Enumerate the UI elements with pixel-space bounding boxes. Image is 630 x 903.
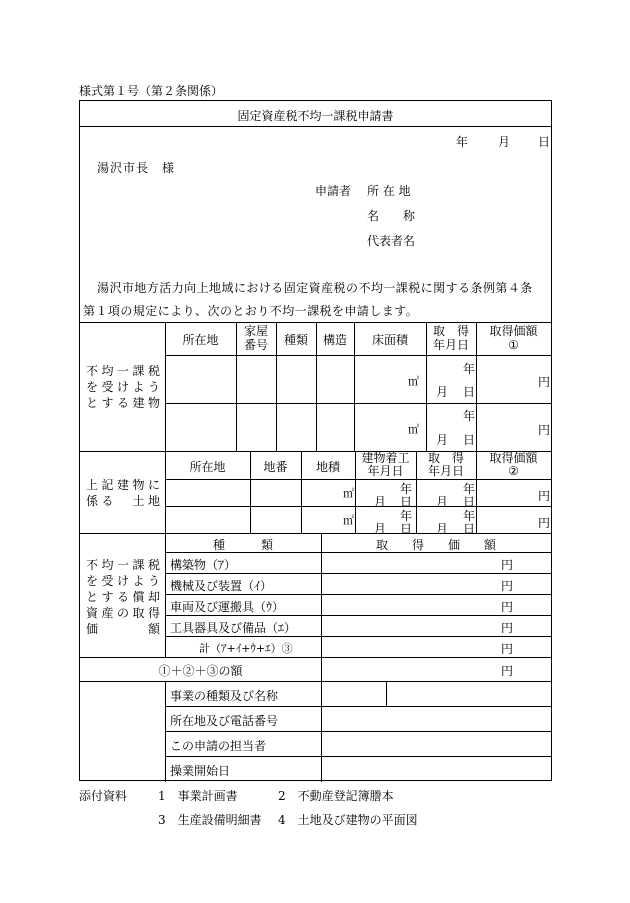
building-header-type: 種類: [283, 333, 308, 347]
building-row1-yen: 円: [538, 375, 551, 389]
business-contact-label: この申請の担当者: [170, 739, 267, 753]
land-row2-c-year: 年: [400, 509, 413, 523]
depreciable-total-label: 計（ｱ+ｲ+ｳ+ｴ）③: [199, 642, 293, 655]
land-row1-a-month: 月: [436, 495, 449, 509]
land-row2-a-day: 日: [463, 522, 476, 536]
grand-total-yen: 円: [501, 664, 514, 678]
applicant-address-label: 所 在 地: [367, 184, 411, 198]
depreciable-total-yen: 円: [501, 642, 514, 656]
depreciable-item-machinery-yen: 円: [501, 579, 514, 593]
depreciable-item-machinery: 機械及び装置（ｲ）: [170, 579, 273, 593]
land-row1-c-day: 日: [400, 495, 413, 509]
land-section-label: 上 記 建 物 に 係 る 土 地: [86, 478, 160, 508]
depreciable-item-structures: 構築物（ｱ）: [170, 558, 237, 572]
depreciable-item-vehicles-yen: 円: [501, 600, 514, 614]
attachment-item-3: 3 生産設備明細書: [158, 813, 262, 827]
land-row2-a-month: 月: [436, 522, 449, 536]
form-label: 様式第１号（第２条関係）: [79, 84, 224, 98]
land-row1-a-year: 年: [463, 482, 476, 496]
date-day: 日: [538, 135, 551, 149]
building-header-structure: 構造: [322, 333, 347, 347]
attachment-item-4: 4 土地及び建物の平面図: [278, 813, 418, 827]
building-row2-month: 月: [436, 433, 449, 447]
land-row1-area-unit: ㎡: [343, 487, 354, 500]
building-row2-area-unit: ㎡: [408, 423, 419, 436]
building-row1-year: 年: [463, 362, 476, 376]
depreciable-item-tools: 工具器具及び備品（ｴ）: [170, 621, 297, 635]
land-row1-a-day: 日: [463, 495, 476, 509]
building-row1-month: 月: [436, 385, 449, 399]
land-header-acq-date: 取 得 年月日: [427, 451, 464, 478]
applicant-name-label: 名 称: [367, 209, 416, 223]
building-header-floor-area: 床面積: [371, 333, 408, 347]
body-text-line2: 第１項の規定により、次のとおり不均一課税を申請します。: [83, 304, 419, 318]
application-form: [79, 100, 552, 781]
business-type-name-label: 事業の種類及び名称: [170, 689, 279, 703]
land-header-area: 地積: [315, 460, 340, 474]
building-header-location: 所在地: [182, 333, 219, 347]
depreciable-item-vehicles: 車両及び運搬具（ｳ）: [170, 600, 285, 614]
attachment-item-1: 1 事業計画書: [158, 789, 238, 803]
form-title: 固定資産税不均一課税申請書: [237, 109, 394, 123]
attachment-item-2: 2 不動産登記簿謄本: [278, 789, 394, 803]
business-address-phone-label: 所在地及び電話番号: [170, 714, 279, 728]
building-header-house-no: 家屋 番号: [243, 324, 268, 352]
applicant-label: 申請者: [315, 184, 352, 198]
body-text-line1: 湯沢市地方活力向上地域における固定資産税の不均一課税に関する条例第４条: [97, 281, 533, 295]
land-row2-c-month: 月: [374, 522, 387, 536]
building-row2-day: 日: [463, 433, 476, 447]
land-row2-yen: 円: [538, 516, 551, 530]
land-row2-area-unit: ㎡: [343, 514, 354, 527]
attachments-label: 添付資料: [79, 789, 128, 803]
land-header-construction-date: 建物着工 年月日: [361, 451, 410, 478]
land-row1-c-month: 月: [374, 495, 387, 509]
building-row1-area-unit: ㎡: [408, 375, 419, 388]
depreciable-item-tools-yen: 円: [501, 621, 514, 635]
building-header-acq-price: 取得価額 ①: [489, 324, 538, 352]
land-header-location: 所在地: [189, 460, 226, 474]
depreciable-header-type: 種 類: [212, 538, 273, 552]
addressee: 湯沢市長 様: [97, 161, 176, 175]
building-row2-year: 年: [463, 409, 476, 423]
land-row2-a-year: 年: [463, 509, 476, 523]
business-start-date-label: 操業開始日: [170, 764, 231, 778]
grand-total-label: ①＋②＋③の額: [158, 664, 243, 678]
land-header-lot-no: 地番: [263, 460, 288, 474]
building-header-acq-date: 取 得 年月日: [432, 324, 469, 352]
date-year: 年: [456, 135, 469, 149]
land-row2-c-day: 日: [400, 522, 413, 536]
building-row2-yen: 円: [538, 423, 551, 437]
date-month: 月: [498, 135, 511, 149]
land-row1-c-year: 年: [400, 482, 413, 496]
depreciable-header-price: 取 得 価 額: [375, 538, 496, 552]
depreciable-section-label: 不 均 一 課 税 を 受 け よ う と す る 償 却 資 産 の 取 得 価 額: [86, 558, 160, 636]
building-row1-day: 日: [463, 385, 476, 399]
land-row1-yen: 円: [538, 489, 551, 503]
building-section-label: 不 均 一 課 税 を 受 け よ う と す る 建 物: [86, 364, 160, 410]
depreciable-item-structures-yen: 円: [501, 558, 514, 572]
land-header-acq-price: 取得価額 ②: [489, 451, 538, 478]
representative-label: 代表者名: [367, 234, 416, 248]
